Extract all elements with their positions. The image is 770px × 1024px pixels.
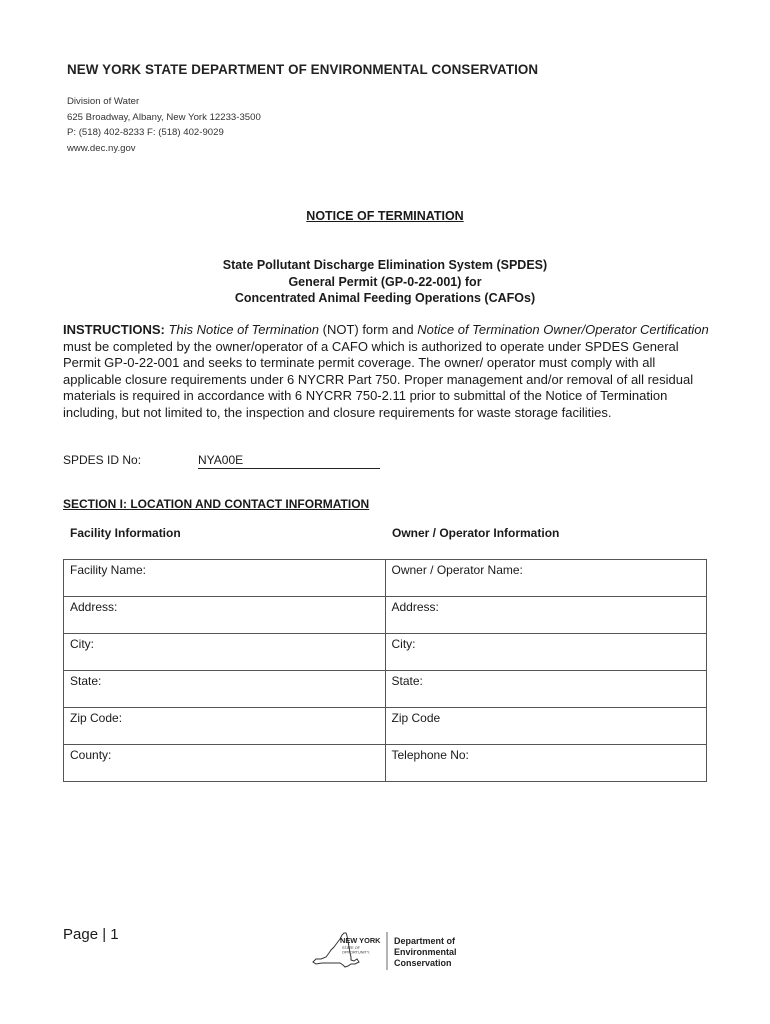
logo-dept-line-2: Environmental	[394, 947, 457, 957]
owner-zip-field[interactable]: Zip Code	[385, 708, 707, 745]
owner-name-field[interactable]: Owner / Operator Name:	[385, 560, 707, 597]
spdes-id-field[interactable]: NYA00E	[198, 453, 380, 469]
phone-fax: P: (518) 402-8233 F: (518) 402-9029	[67, 127, 224, 138]
instructions-paragraph: INSTRUCTIONS: This Notice of Termination (NOT) form and Notice of Termination Owner/Operator Certification must be completed by the owner/operator of a CAFO which is authorized to operate under SPDES General Permit GP-0-22-001 and seeks to terminate permit coverage. The owner/ operator must comply with all applicable closure requirements under 6 NYCRR Part 750. Proper management and/or removal of all residual materials is required in accordance with 6 NYCRR 750-2.11 prior to submittal of the Notice of Termination including, but not limited to, the inspection and closure requirements for waste storage facilities.	[63, 322, 709, 420]
facility-zip-field[interactable]: Zip Code:	[64, 708, 386, 745]
agency-contact	[67, 94, 261, 156]
table-row	[64, 708, 707, 745]
logo-state-name: NEW YORK	[340, 936, 381, 945]
document-title: NOTICE OF TERMINATION	[306, 209, 464, 223]
subtitle-line-3: Concentrated Animal Feeding Operations (CAFOs)	[234, 291, 536, 305]
division-name: Division of Water	[67, 96, 140, 107]
owner-address-field[interactable]: Address:	[385, 597, 707, 634]
owner-city-field[interactable]: City:	[385, 634, 707, 671]
table-row	[64, 560, 707, 597]
table-row	[64, 671, 707, 708]
logo-state-sub-1: STATE OF	[342, 946, 360, 950]
subtitle-line-1: State Pollutant Discharge Elimination System (SPDES)	[222, 258, 548, 272]
facility-name-field[interactable]: Facility Name:	[64, 560, 386, 597]
table-row	[64, 745, 707, 782]
logo-state-sub-2: OPPORTUNITY.	[342, 950, 370, 955]
contact-info-table	[63, 559, 707, 782]
permit-subtitle	[0, 257, 770, 307]
owner-state-field[interactable]: State:	[385, 671, 707, 708]
logo-dept-line-1: Department of	[394, 936, 456, 946]
owner-info-header: Owner / Operator Information	[392, 526, 560, 540]
website-link[interactable]: www.dec.ny.gov	[67, 142, 136, 154]
facility-address-field[interactable]: Address:	[64, 597, 386, 634]
spdes-id-label: SPDES ID No:	[63, 453, 142, 467]
facility-info-header: Facility Information	[70, 526, 181, 540]
facility-city-field[interactable]: City:	[64, 634, 386, 671]
table-row	[64, 597, 707, 634]
logo-dept-line-3: Conservation	[394, 958, 452, 968]
street-address: 625 Broadway, Albany, New York 12233-3500	[67, 111, 261, 123]
form-name-not: This Notice of Termination	[168, 322, 319, 337]
page-number: Page | 1	[63, 926, 119, 943]
facility-state-field[interactable]: State:	[64, 671, 386, 708]
agency-name: NEW YORK STATE DEPARTMENT OF ENVIRONMENTAL CONSERVATION	[67, 62, 539, 77]
facility-county-field[interactable]: County:	[64, 745, 386, 782]
subtitle-line-2: General Permit (GP-0-22-001) for	[288, 274, 482, 289]
nys-dec-logo	[307, 926, 477, 974]
instructions-label: INSTRUCTIONS:	[63, 322, 165, 337]
form-name-certification: Notice of Termination Owner/Operator Certification	[417, 322, 709, 337]
owner-telephone-field[interactable]: Telephone No:	[385, 745, 707, 782]
table-row	[64, 634, 707, 671]
section-1-title: SECTION I: LOCATION AND CONTACT INFORMATION	[63, 497, 370, 511]
